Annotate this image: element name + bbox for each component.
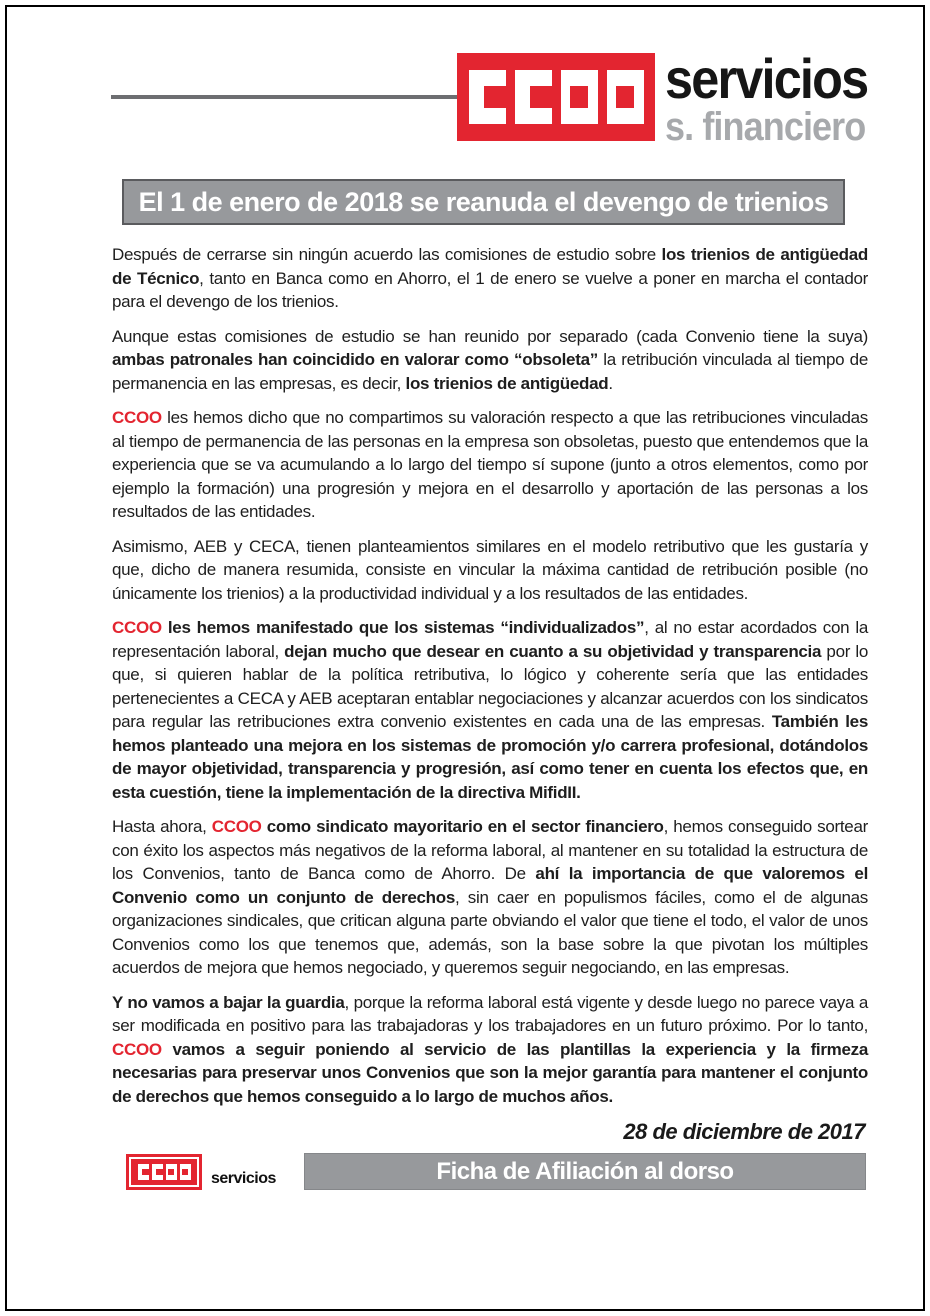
paragraph — [112, 406, 868, 524]
text-run: la retribución vinculada al tiempo de permanencia en las empresas, es decir, — [112, 350, 868, 393]
text-run: les hemos manifestado que los sistemas “individualizados” — [161, 618, 645, 637]
header-rule — [111, 95, 457, 99]
ccoo-logo-box — [457, 53, 655, 141]
document-page — [5, 5, 925, 1311]
ccoo-letter-o — [561, 70, 598, 124]
text-run: Aunque estas comisiones de estudio se han reunido por separado (cada Convenio tiene la suya) — [112, 326, 868, 346]
text-run: , hemos conseguido sortear con éxito los aspectos más negativos de la reforma laboral, al mantener en su totalidad la estructura de los Convenios, tanto de Banca como de Ahorro. De — [112, 817, 868, 883]
paragraph — [112, 243, 868, 314]
ccoo-letter-c — [138, 1164, 149, 1180]
text-run: Asimismo, AEB y CECA, tienen planteamientos similares en el modelo retributivo que les gustaría y que, dicho de manera resumida, consiste en vincular la máxima cantidad de retribución posible (no únicamente los trienios) a la productividad individual y a los resultados de las entidades. — [112, 536, 868, 603]
text-run: les hemos dicho que no compartimos su valoración respecto a que las retribuciones vinculadas al tiempo de permanencia de las personas en la empresa son obsoletas, puesto que entendemos que la experiencia que se va acumulando a lo largo del tiempo sí supone (junto a otros elementos, como por ejemplo la formación) una progresión y mejora en el desarrollo y aportación de las personas a los resultados de las entidades. — [112, 408, 868, 521]
text-run: Después de cerrarse sin ningún acuerdo las comisiones de estudio sobre — [112, 245, 662, 264]
paragraph — [112, 535, 868, 606]
text-run: Hasta ahora, — [112, 817, 212, 836]
logo-subtitle-label: s. financiero — [665, 104, 866, 149]
footer-ccoo-logo — [126, 1154, 276, 1190]
logo-text — [665, 47, 868, 149]
text-run: , tanto en Banca como en Ahorro, el 1 de enero se vuelve a poner en marcha el contador para el devengo de los trienios. — [112, 268, 868, 311]
paragraph — [112, 815, 868, 980]
text-run: dejan mucho que desear en cuanto a su objetividad y transparencia — [284, 641, 822, 661]
footer — [126, 1153, 866, 1190]
text-run: vamos a seguir poniendo al servicio de las plantillas la experiencia y la firmeza necesarias para preservar unos Convenios que son la mejor garantía para mantener el conjunto de derechos que hemos conseguido a lo largo de muchos años. — [112, 1039, 868, 1106]
text-run: por lo que, si quieren hablar de la política retributiva, lo lógico y coherente sería que las entidades pertenecientes a CECA y AEB aceptaran entablar negociaciones y alcanzar acuerdos con los sindicatos para regular las retribuciones extra convenio existentes en cada una de las empresas. — [112, 641, 868, 731]
paragraph — [112, 325, 868, 396]
text-run: . — [608, 373, 613, 393]
ccoo-logo-word — [469, 70, 644, 124]
text-run: , sin caer en populismos fáciles, como el de algunas organizaciones sindicales, que critican alguna parte obviando el valor que tiene el todo, el valor de unos Convenios como los que tenemos que, además, son la base sobre la que pivotan los múltiples acuerdos de mejora que hemos negociado, y queremos seguir negociando, en las empresas. — [112, 887, 868, 977]
text-run: Y no vamos a bajar la guardia — [112, 992, 345, 1012]
header — [7, 7, 923, 179]
logo-brand-label: servicios — [665, 47, 868, 110]
text-run: , al no estar acordados con la representación laboral, — [112, 618, 868, 661]
text-run: como sindicato mayoritario en el sector financiero — [261, 817, 664, 836]
title-banner: El 1 de enero de 2018 se reanuda el devengo de trienios — [122, 179, 845, 225]
footer-ccoo-logo-box — [126, 1154, 202, 1190]
ccoo-letter-c — [152, 1164, 163, 1180]
footer-logo-label: servicios — [211, 1170, 276, 1187]
text-run: ambas patronales han coincidido en valorar como “obsoleta” — [112, 350, 598, 369]
footer-ccoo-logo-word — [138, 1164, 191, 1180]
ccoo-highlight: CCOO — [112, 408, 162, 427]
ccoo-letter-c — [515, 70, 552, 124]
text-run: ahí la importancia de que valoremos el Convenio como un conjunto de derechos — [112, 864, 868, 907]
date-line: 28 de diciembre de 2017 — [623, 1119, 865, 1144]
ccoo-highlight: CCOO — [211, 817, 262, 836]
text-run: También les hemos planteado una mejora en los sistemas de promoción y/o carrera profesional, dotándolos de mayor objetividad, transparencia y progresión, así como tener en cuenta los efectos que, en esta cuestión, tiene la implementación de la directiva MifidII. — [112, 712, 868, 802]
ccoo-letter-o — [607, 70, 644, 124]
affiliation-banner: Ficha de Afiliación al dorso — [304, 1153, 866, 1190]
body-paragraphs — [112, 243, 868, 1108]
ccoo-highlight: CCOO — [112, 618, 162, 637]
ccoo-highlight: CCOO — [112, 1039, 162, 1059]
paragraph — [112, 991, 868, 1109]
ccoo-letter-c — [469, 70, 506, 124]
ccoo-servicios-logo — [457, 47, 890, 149]
paragraph — [112, 616, 868, 804]
ccoo-letter-o — [166, 1164, 177, 1180]
ccoo-letter-o — [180, 1164, 191, 1180]
text-run: los trienios de antigüedad de Técnico — [112, 245, 868, 288]
text-run: , porque la reforma laboral está vigente y desde luego no parece vaya a ser modificada en positivo para las trabajadoras y los trabajadores en un futuro próximo. Por lo tanto, — [112, 992, 868, 1035]
text-run: los trienios de antigüedad — [405, 373, 609, 393]
